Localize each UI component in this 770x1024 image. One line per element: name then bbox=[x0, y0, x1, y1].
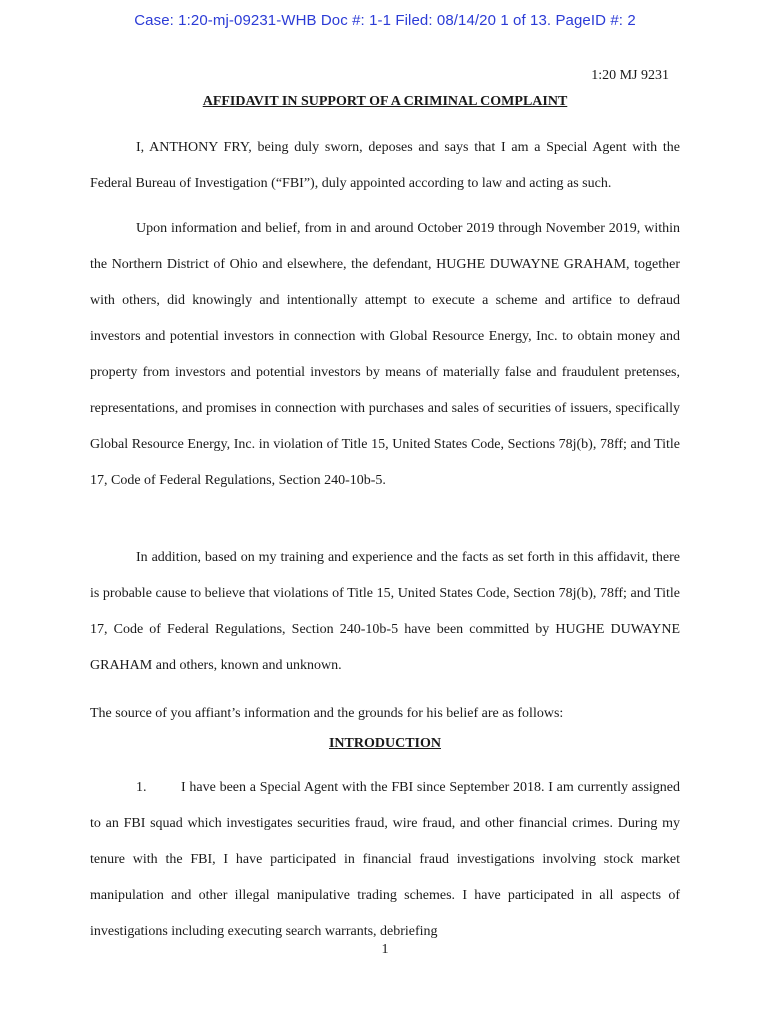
paragraph-number: 1. bbox=[136, 780, 147, 795]
page-number: 1 bbox=[381, 942, 389, 957]
document-title: AFFIDAVIT IN SUPPORT OF A CRIMINAL COMPLAINT bbox=[202, 94, 568, 109]
section-heading-introduction: INTRODUCTION bbox=[328, 736, 441, 751]
paragraph-source-statement: The source of you affiant’s information and the grounds for his belief are as follows: bbox=[90, 706, 564, 721]
paragraph-probable-cause: In addition, based on my training and experience and the facts as set forth in this affidavit, there is probable cause to believe that violations of Title 15, United States Code, Section 78j(b), 78ff; and Title 17, Code of Federal Regulations, Section 240-10b-5 have been committed by HUGHE DUWAYNE GRAHAM and others, known and unknown. bbox=[90, 550, 680, 673]
court-filing-stamp: Case: 1:20-mj-09231-WHB Doc #: 1-1 Filed: 08/14/20 1 of 13. PageID #: 2 bbox=[134, 12, 636, 29]
numbered-paragraph-text: I have been a Special Agent with the FBI since September 2018. I am currently assigned to an FBI squad which investigates securities fraud, wire fraud, and other financial crimes. During my tenure with the FBI, I have participated in financial fraud investigations involving stock market manipulation and other illegal manipulative trading schemes. I have participated in all aspects of investigations including executing search warrants, debriefing bbox=[90, 780, 680, 939]
paragraph-charges: Upon information and belief, from in and around October 2019 through November 2019, within the Northern District of Ohio and elsewhere, the defendant, HUGHE DUWAYNE GRAHAM, together with others, did knowingly and intentionally attempt to execute a scheme and artifice to defraud investors and potential investors in connection with Global Resource Energy, Inc. to obtain money and property from investors and potential investors by means of materially false and fraudulent pretenses, representations, and promises in connection with purchases and sales of securities of issuers, specifically Global Resource Energy, Inc. in violation of Title 15, United States Code, Sections 78j(b), 78ff; and Title 17, Code of Federal Regulations, Section 240-10b-5. bbox=[90, 221, 680, 488]
paragraph-affiant-intro: I, ANTHONY FRY, being duly sworn, deposes and says that I am a Special Agent with the Federal Bureau of Investigation (“FBI”), duly appointed according to law and acting as such. bbox=[90, 140, 680, 191]
numbered-paragraph bbox=[90, 770, 680, 950]
case-number: 1:20 MJ 9231 bbox=[591, 68, 669, 83]
